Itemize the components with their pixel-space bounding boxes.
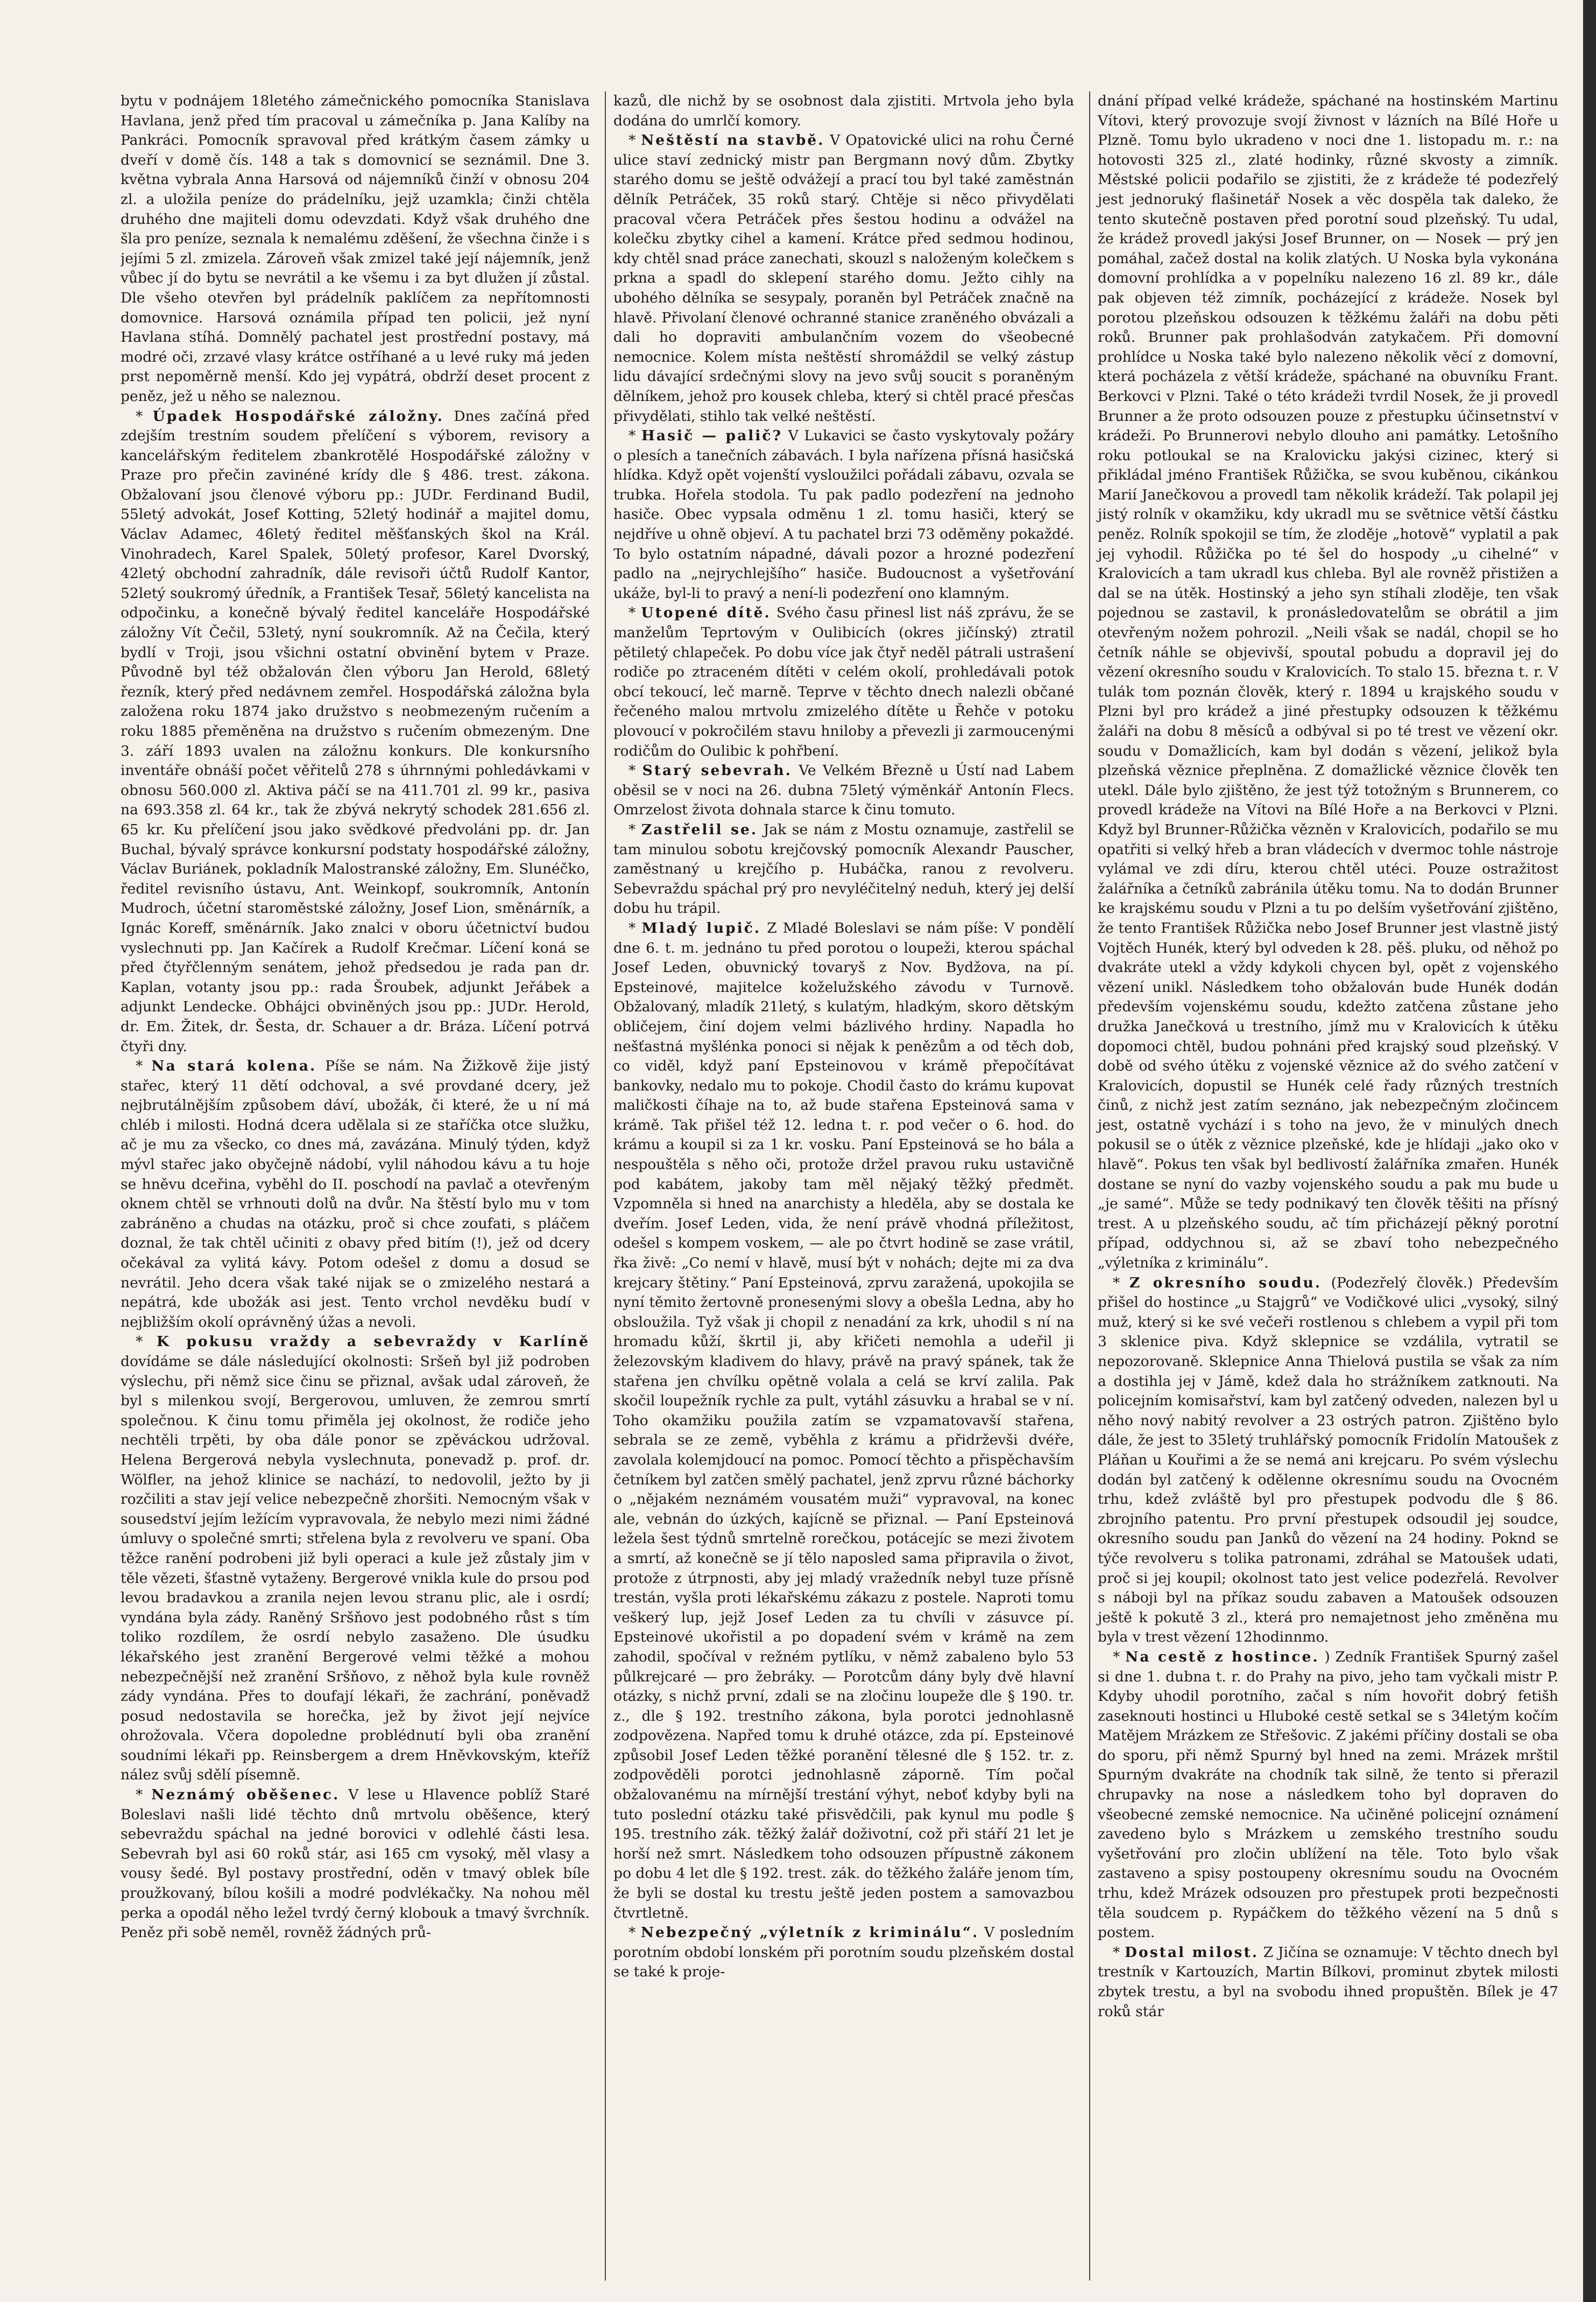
article-paragraph: * Starý sebevrah. Ve Velkém Březně u Ústí nad Labem oběsil se v noci na 26. dubna 75letý výměnkář Antonín Flecs. Omrzelost života dohnala starce k činu tomuto.	[613, 762, 1074, 819]
article-text: Píše se nám. Na Žižkově žije jistý stařec, který 11 dětí odchoval, a své provdané dcery, jež nejbrutálnějším způsobem dáví, ubožák, či které, že u ní má chléb i milosti. Hodná dcera udělala si ze staříčka otce služku, ač je mu za všecko, co dnes má, zavázána. Minulý týden, když mývl stařec jako obyčejně nádobí, vylil náhodou kávu a tu hoje se hněvu dceřina, vyběhl do II. poschodí na pavlač a otevřeným oknem chtěl se vrhnouti dolů na dvůr. Na štěstí bylo mu v tom zabráněno a chudas na otázku, proč si chce zoufati, s pláčem doznal, že tak chtěl učiniti z obavy před bitím (!), jež od dcery očekával za vylitá kávy. Potom odešel z domu a dosud se nevrátil. Jeho dcera však také nijak se o zmizelého nestará a nepátrá, kde ubožák asi jest. Tento vrchol nevděku budí v nejbližším okolí oprávněný úžas a nevoli.	[121, 1058, 590, 1330]
article-paragraph	[613, 91, 1074, 131]
article-text: Jak se nám z Mostu oznamuje, zastřelil se tam minulou sobotu krejčovský pomocník Alexandr Pauscher, zaměstnaný u krejčího p. Hubáčka, ranou z revolveru. Sebevraždu spáchal prý pro nevyléčitelný neduh, který jej delší dobu hu trápil.	[613, 821, 1074, 917]
article-paragraph	[121, 91, 590, 407]
article-text: Dnes začíná před zdejším trestním soudem přelíčení s výborem, revisory a kancelářským ředitelem zbankrotělé Hospodářské záložny v Praze pro přečin zavinéné krídy dle § 486. trest. zákona. Obžalovaní jsou členové výboru pp.: JUDr. Ferdinand Budil, 55letý advokát, Josef Kotting, 52letý hodinář a majitel domu, Václav Adamec, 46letý ředitel měšťanských škol na Král. Vinohradech, Karel Spalek, 50letý profesor, Karel Dvorský, 42letý obchodní zahradník, dále revisoři účtů Rudolf Kantor, 52letý soukromý úředník, a František Tesař, 56letý kancelista na odpočinku, a konečně bývalý ředitel kanceláře Hospodářské záložny Vít Čečil, 53letý, nyní soukromník. Až na Čečila, který bydlí v Troji, jsou všichni ostatní obvinění bytem v Praze. Původně byl též obžalován člen výboru Jan Herold, 68letý řezník, který před nedávnem zemřel. Hospodářská záložna byla založena roku 1874 jako družstvo s neobmezeným ručením a roku 1885 přeměněna na družstvo s ručením obmezeným. Dne 3. září 1893 uvalen na záložnu konkurs. Dle konkursního inventáře obnáší počet věřitelů 278 s úhrnnými pohledávkami v obnosu 560.000 zl. Aktiva páčí se na 411.701 zl. 99 kr., pasiva na 693.358 zl. 64 kr., tak že zbývá nekrytý schodek 281.656 zl. 65 kr. Ku přelíčení jsou jako svědkové předvoláni pp. dr. Jan Buchal, bývalý správce konkursní podstaty hospodářské záložny, Václav Buriánek, pokladník Malostranské záložny, Em. Slunéčko, ředitel revisního ústavu, Ant. Weinkopf, soukromník, Antonín Mudroch, účetní staroměstské záložny, Josef Lion, směnárník, a Ignác Koreff, směnárník. Jako znalci v oboru účetnictví budou vyslechnuti pp. Jan Kačírek a Rudolf Krečmar. Líčení koná se před čtyřčlenným senátem, jehož předsedou je rada pan dr. Kaplan, votanty jsou pp.: rada Šroubek, adjunkt Jeřábek a adjunkt Lendecke. Obhájci obviněných jsou pp.: JUDr. Herold, dr. Em. Žitek, dr. Šesta, dr. Schauer a dr. Bráza. Líčení potrvá čtyři dny.	[121, 407, 590, 1055]
article-text: Z Mladé Boleslavi se nám píše: V pondělí dne 6. t. m. jednáno tu před porotou o loupeži, kterou spáchal Josef Leden, obuvnický tovaryš z Nov. Bydžova, na pí. Epsteinové, majitelce koželužského závodu v Turnově. Obžalovaný, mladík 21letý, s kulatým, hladkým, skoro dětským obličejem, činí dojem velmi bázlivého hrdiny. Napadla ho nešťastná myšlénka ponoci si nějak k penězům a od těch dob, co viděl, když paní Epsteinovou v krámě přepočítávat bankovky, nedalo mu to pokoje. Chodil často do krámu kupovat maličkosti číhaje na to, až bude stařena Epsteinová sama v krámě. Tak přišel též 12. ledna t. r. pod večer o 6. hod. do krámu a koupil si za 1 kr. vosku. Paní Epsteinová se ho bála a nespouštěla s něho oči, protože držel pravou ruku ustavičně pod kabátem, jakoby tam měl nějaký těžký předmět. Vzpomněla si hned na anarchisty a hleděla, aby se dostala ke dveřím. Josef Leden, vida, že není právě vhodná příležitost, odešel s kompem voskem, — ale po čtvrt hodině se zase vrátil, řka živě: „Co nemí v hlavě, musí být v nohách; dejte mi za dva krejcary štětiny.“ Paní Epsteinová, zprvu zaražená, upokojila se nyní těmito žertovně pronesenými slovy a obešla Ledna, aby ho obsloužila. Tyž však ji chopil z nenadání za krk, uhodil s ní na hromadu kůží, škrtil ji, aby křičeti nemohla a udeřil ji železovským kladivem do hlavy, právě na pravý spánek, tak že stařena jen chvílku opětně volala a celá se krví zalila. Pak skočil loupežník rychle za pult, vytáhl zásuvku a hrabal se v ní. Toho okamžiku použila zatím se vzpamatovavší stařena, sebrala se ze země, vyběhla z krámu a přidrževši dvéře, zavolala kolemjdoucí na pomoc. Pomocí těchto a přispěchavším četníkem byl zatčen smělý pachatel, jenž zprvu různé báchorky o „nějakém neznámém vousatém muži“ vypravoval, na konec ale, vebnán do úzkých, kajícně se přiznal. — Paní Epsteinová ležela šest týdnů smrtelně rorečkou, potácejíc se mezi životem a smrtí, až konečně se jí tělo naposled sama připravila o život, protože z útrpnosti, aby jej mladý vražedník nebyl tuze přísně trestán, vyšla proti lékařskému zákazu z postele. Naproti tomu veškerý lup, jejž Josef Leden za tu chvíli v zásuvce pí. Epsteinové ukořistil a po dopadení svém v krámě na zem zahodil, spočíval v režném pytlíku, v němž zabaleno bylo 53 půlkrejcaré — pro žebráky. — Porotcům dány byly dvě hlavní otázky, s nichž první, zdali se na zločinu loupeže dle § 190. tr. z., dle § 192. trestního zákona, byla porotci jednohlasně zodpovězena. Napřed tomu k druhé otázce, zda pí. Epsteinové způsobil Josef Leden těžké poranění tělesné dle § 152. tr. z. zodpověděli porotci jednohlasně záporně. Tím počal obžalovanému na mírnější trestání výhyt, neboť kdyby byli na tuto poslední otázku také přisvědčili, pak kynul mu podle § 195. trestního zák. těžký žalář doživotní, což při stáří 21 let je horší než smrt. Následkem toho odsouzen přípustně zákonem po dobu 4 let dle § 192. trest. zák. do těžkého žaláře jenom tím, že byli se dostal ku trestu ještě jeden postem a samovazbou čtvrtletně.	[613, 919, 1074, 1921]
article-heading: Utopené dítě.	[641, 604, 771, 622]
text-column-1	[121, 91, 590, 2280]
article-heading: K pokusu vraždy a sebevraždy v Karlíně	[156, 1333, 590, 1350]
article-text: Svého času přinesl list náš zprávu, že se manželům Teprtovým v Oulibicích (okres jičínský) ztratil pětiletý chlapeček. Po dobu více jak čtyř neděl pátrali ustrašení rodiče po ztraceném dítěti v celém okolí, prohledávali potok obcí tekoucí, leč marně. Teprve v těchto dnech nalezli občané řečeného malou mrtvolu zmizelého dítěte u Řehče v potoku plovoucí v pokročilém stavu hniloby a převezli ji zarmoucenými rodičům do Oulibic k pohřbení.	[613, 604, 1074, 759]
article-text: V Opatovické ulici na rohu Černé ulice staví zednický mistr pan Bergmann nový dům. Zbytky starého domu se ještě odvážejí a prací tou byl také zaměstnán dělník Petráček, 35 roků starý. Chtěje si něco přivydělati pracoval včera Petráček přes šestou hodinu a odvážel na kolečku zbytky cihel a kamení. Krátce před sedmou hodinou, kdy chtěl snad práce zanechati, skouzl s naloženým kolečkem s prkna a spadl do sklepení starého domu. Ježto cihly na ubohého dělníka se sesypaly, poraněn byl Petráček značně na hlavě. Přivolaní členové ochranné stanice zraněného obvázali a dali ho dopraviti ambulančním vozem do všeobecné nemocnice. Kolem místa neštěstí shromáždil se velký zástup lidu dávající srdečnými slovy na jevo svůj soucit s poraněným dělníkem, jehož pro kousek chleba, který si chtěl pracé přesčas přivydělati, stihlo tak velké neštěstí.	[613, 132, 1074, 425]
article-heading: Mladý lupič.	[641, 919, 761, 937]
article-paragraph: * Nebezpečný „výletník z kriminálu“. V posledním porotním období lonském při porotním soudu plzeňském dostal se také k proje-	[613, 1924, 1074, 1981]
article-text: dovídáme se dále následující okolnosti: Sršeň byl již podroben výslechu, při němž sice činu se přiznal, avšak udal zároveň, že byl s milenkou svojí, Bergerovou, umluven, že zemrou smrtí společnou. K činu tomu přiměla jej okolnost, že rodiče jeho nechtěli trpěti, by oba dále ponor se zpěváckou udržoval. Helena Bergerová nebyla vyslechnuta, ponevadž p. prof. dr. Wölfler, na jehož klinice se nachází, to nedovolil, ježto by ji rozčiliti a stav její velice nebezpečně zhoršiti. Nemocným však v sousedství jejím ležícím vypravovala, že nebylo mezi nimi žádné úmluvy o společné smrti; střelena byla z revolveru ve spaní. Oba těžce ranění podrobeni již byli operaci a kule jež zůstaly jim v těle vězeti, šťastně vytaženy. Bergerové vnikla kule do prsou pod levou bradavkou a zranila nejen levou stranu plic, ale i osrdí; vyndána byla zády. Raněný Sršňovo jest podobného růst s tím toliko rozdílem, že osrdí nebylo zasaženo. Dle úsudku lékařského jest zranění Bergerové velmi těžké a mohou nebezpečnější než zranění Sršňovo, z něhož byla kule rovněž zády vyndána. Přes to doufají lékaři, že zachrání, poněvadž posud nedostavila se horečka, jež by život její nejvíce ohrožovala. Včera dopoledne problédnutí byli oba zranění soudními lékaři pp. Reinsbergem a drem Hněvkovským, kteříž nález svůj sdělí písemně.	[121, 1353, 590, 1784]
page-edge	[1583, 0, 1596, 2302]
article-paragraph: * Neznámý oběšenec. V lese u Hlavence poblíž Staré Boleslavi našli lidé těchto dnů mrtvolu oběšence, který sebevraždu spáchal na jedné borovici v odlehlé části lesa. Sebevrah byl asi 60 roků stár, asi 165 cm vysoký, měl vlasy a vousy šedé. Byl postavy prostřední, oděn v tmavý oblek bíle proužkovaný, bílou košili a modré podvlékačky. Na nohou měl perka a opodál něho ležel tvrdý černý klobouk a tmavý švrchník. Peněz při sobě neměl, rovněž žádných prů-	[121, 1786, 590, 1941]
article-paragraph: * Dostal milost. Z Jičína se oznamuje: V těchto dnech byl trestník v Kartouzích, Martin Bílkovi, prominut zbytek milosti zbytek trestu, a byl na svobodu ihned propuštěn. Bílek je 47 roků stár	[1098, 1944, 1558, 2020]
article-paragraph	[1098, 91, 1558, 1273]
article-paragraph: * Na stará kolena. Píše se nám. Na Žižkově žije jistý stařec, který 11 dětí odchoval, a své provdané dcery, jež nejbrutálnějším způsobem dáví, ubožák, či které, že u ní má chléb i milosti. Hodná dcera udělala si ze staříčka otce služku, ač je mu za všecko, co dnes má, zavázána. Minulý týden, když mývl stařec jako obyčejně nádobí, vylil náhodou kávu a tu hoje se hněvu dceřina, vyběhl do II. poschodí na pavlač a otevřeným oknem chtěl se vrhnouti dolů na dvůr. Na štěstí bylo mu v tom zabráněno a chudas na otázku, proč si chce zoufati, s pláčem doznal, že tak chtěl učiniti z obavy před bitím (!), jež od dcery očekával za vylitá kávy. Potom odešel z domu a dosud se nevrátil. Jeho dcera však také nijak se o zmizelého nestará a nepátrá, kde ubožák asi jest. Tento vrchol nevděku budí v nejbližším okolí oprávněný úžas a nevoli.	[121, 1058, 590, 1330]
article-text: kazů, dle nichž by se osobnost dala zjistiti. Mrtvola jeho byla dodána do umrlčí komory.	[613, 93, 1074, 129]
article-text: V posledním porotním období lonském při porotním soudu plzeňském dostal se také k proje-	[613, 1924, 1074, 1981]
article-text: V lese u Hlavence poblíž Staré Boleslavi našli lidé těchto dnů mrtvolu oběšence, který sebevraždu spáchal na jedné borovici v odlehlé části lesa. Sebevrah byl asi 60 roků stár, asi 165 cm vysoký, měl vlasy a vousy šedé. Byl postavy prostřední, oděn v tmavý oblek bíle proužkovaný, bílou košili a modré podvlékačky. Na nohou měl perka a opodál něho ležel tvrdý černý klobouk a tmavý švrchník. Peněz při sobě neměl, rovněž žádných prů-	[121, 1786, 590, 1941]
article-columns	[121, 91, 1574, 2280]
article-heading: Neštěstí na stavbě.	[641, 132, 825, 149]
article-text: (Podezřelý člověk.) Především přišel do hostince „u Stajgrů“ ve Vodičkové ulici „vysoký, silný muž, který si ke své večeři rostlenou s chlebem a vypil při tom 3 sklenice piva. Když sklepnice se vzdálila, vytratil se nepozorovaně. Sklepnice Anna Thielová pustila se však za ním a dostihla jej v Jámě, kdež dala ho strážníkem zatknouti. Na policejním komisařství, kam byl zatčený odveden, nalezen byl u něho nový nabitý revolver a 23 ostrých patron. Zjištěno bylo dále, že jest to 35letý truhlářský pomocník Fridolín Matoušek z Pláňan u Kouřimi a že se nemá ani krejcaru. Po svém výslechu dodán byl zatčený k odělenne okresnímu soudu na Ovocném trhu, kdež zvláště byl pro přestupek podvodu dle § 86. zbrojního patentu. Pro první přestupek odsoudil jej soudce, okresního soudu pan Janků do vězení na 24 hodiny. Poknd se týče revolveru s tolika patronami, zdráhal se Matoušek udati, proč si jej koupil; okolnost tato jest velice podezřelá. Revolver s náboji byl na příkaz soudu zabaven a Matoušek odsouzen ještě k pokutě 3 zl., která pro nemajetnost jeho změněna mu byla v trest vězení 12hodinnmo.	[1098, 1274, 1558, 1646]
article-paragraph: * Z okresního soudu. (Podezřelý člověk.) Především přišel do hostince „u Stajgrů“ ve Vodičkové ulici „vysoký, silný muž, který si ke své večeři rostlenou s chlebem a vypil při tom 3 sklenice piva. Když sklepnice se vzdálila, vytratil se nepozorovaně. Sklepnice Anna Thielová pustila se však za ním a dostihla jej v Jámě, kdež dala ho strážníkem zatknouti. Na policejním komisařství, kam byl zatčený odveden, nalezen byl u něho nový nabitý revolver a 23 ostrých patron. Zjištěno bylo dále, že jest to 35letý truhlářský pomocník Fridolín Matoušek z Pláňan u Kouřimi a že se nemá ani krejcaru. Po svém výslechu dodán byl zatčený k odělenne okresnímu soudu na Ovocném trhu, kdež zvláště byl pro přestupek podvodu dle § 86. zbrojního patentu. Pro první přestupek odsoudil jej soudce, okresního soudu pan Janků do vězení na 24 hodiny. Poknd se týče revolveru s tolika patronami, zdráhal se Matoušek udati, proč si jej koupil; okolnost tato jest velice podezřelá. Revolver s náboji byl na příkaz soudu zabaven a Matoušek odsouzen ještě k pokutě 3 zl., která pro nemajetnost jeho změněna mu byla v trest vězení 12hodinnmo.	[1098, 1274, 1558, 1646]
article-text: bytu v podnájem 18letého zámečnického pomocníka Stanislava Havlana, jenž před tím pracoval u zámečníka p. Jana Kalíby na Pankráci. Pomocník spravoval před krátkým časem zámky u dveří v domě čís. 148 a tak s domovnicí se seznámil. Dne 3. května vybrala Anna Harsová od nájemníků činží v obnosu 204 zl. a uložila peníze do prádelníku, jejž uzamkla; činži chtěla druhého dne majiteli domu odevzdati. Když však druhého dne šla pro peníze, seznala k nemalému zděšení, že všechna činže i s jejími 5 zl. zmizela. Zároveň však zmizel také její nájemník, jenž vůbec jí do bytu se nevrátil a ke všemu i za byt dlužen jí zůstal. Dle všeho otevřen byl prádelník paklíčem za nepřítomnosti domovnice. Harsová oznámila případ ten policii, jež nyní Havlana stíhá. Domnělý pachatel jest prostřední postavy, má modré oči, zrzavé vlasy krátce ostříhané a u levé ruky má jeden prst nepoměrně menší. Kdo jej vypátrá, obdrží deset procent z peněz, jež u něho se naleznou.	[121, 93, 590, 405]
article-paragraph: * Na cestě z hostince. ) Zedník František Spurný zašel si dne 1. dubna t. r. do Prahy na pivo, jeho tam vyčkali mistr P. Kdyby uhodil porotního, začal s ním hovořit dobrý fetišh zaseknouti hostinci u Hluboké cestě setkal se s 34letým kočím Matějem Mrázkem ze Střešovic. Z jakémi příčiny dostali se oba do sporu, při němž Spurný byl hned na zemi. Mrázek mrštil Spurným dvakráte na chodník tak silně, že tento si přerazil chrupavky na nose a následkem toho byl dopraven do všeobecné zemské nemocnice. Na učiněné policejní oznámení zavedeno bylo s Mrázkem u zemského trestního soudu vyšetřování pro zločin ublížení na těle. Toto bylo však zastaveno a spisy postoupeny okresnímu soudu na Ovocném trhu, kdež Mrázek odsouzen pro přestupek proti bezpečnosti těla soudcem p. Rypáčkem do těžkého vězení na 5 dnů s postem.	[1098, 1648, 1558, 1941]
article-heading: Úpadek Hospodářské záložny.	[152, 407, 444, 425]
text-column-2	[605, 91, 1074, 2280]
article-heading: Z okresního soudu.	[1129, 1274, 1322, 1291]
text-column-3	[1089, 91, 1558, 2280]
article-text: dnání případ velké krádeže, spáchané na hostinském Martinu Vítovi, který provozuje svojí živnost v lázních na Bílé Hoře u Plzně. Tomu bylo ukradeno v noci dne 1. listopadu m. r.: na hotovosti 325 zl., zlaté hodinky, různé skvosty a zimník. Městské policii podařilo se zjistiti, že z krádeže té podezřelý jest jednoruký flašinetář Nosek a věc dospěla tak daleko, že tento skutečně postaven před porotní soud plzeňský. Tu udal, že krádež provedl jakýsi Josef Brunner, on — Nosek — prý jen pomáhal, začež dostal na kolik zlatých. U Noska byla vykonána domovní prohlídka a v popelníku nalezeno 16 zl. 89 kr., dále pak objeven též zimník, pocházející z krádeže. Nosek byl porotou plzeňskou odsouzen k těžkému žaláři na dobu pěti roků. Brunner pak prohlašodván zatykačem. Při domovní prohlídce u Noska také bylo nalezeno několik věcí z domovní, která pocházela z větší krádeže, spáchané na obuvníku Frant. Berkovci v Plzni. Také o této krádeži tvrdil Nosek, že ji provedl Brunner a že proto odsouzen pouze z přestupku účinsetnství v krádeži. Po Brunnerovi nebylo dlouho ani památky. Letošního roku potloukal se na Kralovicku jakýsi cizinec, který si přikládal jméno František Růžička, se svou kuběnou, cikánkou Marií Janečkovou a provedl tam několik krádeží. Tak polapil jej jistý rolník v okamžiku, kdy ukradl mu se světnice větší částku peněz. Rolník spokojil se tím, že zloděje „hotově“ vyplatil a pak jej vyhodil. Růžička po té šel do hospody „u cihelné“ v Kralovicích a tam ukradl kus chleba. Byl ale rovněž přistižen a dal se na útěk. Hostinský a jeho syn stíhali zloděje, ten však pojednou se zastavil, k pronásledovatelům se obrátil a jim otevřeným nožem pohrozil. „Neili však se nadál, chopil se ho četník náhle se objevivší, spoutal pobudu a dopravil jej do vězení okresního soudu v Kralovicích. To stalo 15. března t. r. V tulák tom poznán člověk, který r. 1894 u krajského soudu v Plzni byl pro krádež a jiné přestupky odsouzen k těžkému žaláři na dobu 8 měsíců a odbýval si po té trest ve vězení okr. soudu v Domažlicích, kam byl dodán s vězení, jelikož byla plzeňská věznice přeplněna. Z domažlické věznice člověk ten utekl. Dále bylo zjištěno, že jest týž totožným s Brunnerem, co provedl krádeže na Vítovi na Bílé Hoře a na Berkovci v Plzni. Když byl Brunner-Růžička vězněn v Kralovicích, podařilo se mu opatřiti si velký hřeb a bran vládecích v dvermoc tohle nástroje vylámal ve zdi díru, kterou chtěl utéci. Pouze ostražitost žalářníka a četníků zabránila útěku tomu. Na to dodán Brunner ke krajskému soudu v Plzni a tu po delším vyšetřování zjištěno, že tento František Růžička nebo Josef Brunner jest vlastně jistý Vojtěch Hunék, který byl odveden k 28. pěš. pluku, od něhož po dvakráte utekl a vždy kdykoli chycen byl, opět z vojenského vězení unikl. Následkem toho obžalován bude Hunék dodán především vojenskému soudu, kdežto zatčena zůstane jeho družka Janečková u trestního, jímž mu v Kralovicích k útěku dopomoci chtěl, budou pohnáni před krajský soud plzeňský. V době od svého útěku z vojenské věznice až do svého zatčení v Kralovicích, dopustil se Hunék celé řady různých trestních činů, z nichž jest zatím seznáno, jak nebezpečným zločincem jest, ostatně vychází i s toho na jevo, že v minulých dnech pokusil se o útěk z věznice plzeňské, kde je hlídaji „jako oko v hlavě“. Pokus ten však byl bedlivostí žalářníka zmařen. Hunék dostane se nyní do vazby vojenského soudu a pak mu bude u „je samé“. Může se tedy podnikavý ten člověk těšiti na přísný trest. A u plzeňského soudu, ač tím přicházejí pěkný porotní případ, oddychnou si, až se zbaví toho nebezpečného „výletníka z kriminálu“.	[1098, 93, 1558, 1272]
article-heading: Na cestě z hostince.	[1125, 1648, 1319, 1665]
article-heading: Zastřelil se.	[641, 821, 758, 838]
article-paragraph: * Zastřelil se. Jak se nám z Mostu oznamuje, zastřelil se tam minulou sobotu krejčovský pomocník Alexandr Pauscher, zaměstnaný u krejčího p. Hubáčka, ranou z revolveru. Sebevraždu spáchal prý pro nevyléčitelný neduh, který jej delší dobu hu trápil.	[613, 821, 1074, 917]
article-text: Ve Velkém Březně u Ústí nad Labem oběsil se v noci na 26. dubna 75letý výměnkář Antonín Flecs. Omrzelost života dohnala starce k činu tomuto.	[613, 762, 1074, 819]
article-text: V Lukavici se často vyskytovaly požáry o plesích a tanečních zábavách. I byla nařízena přísná hasičská hlídka. Když opět vojenští vysloužilci pořádali zábavu, ozvala se trubka. Hořela stodola. Tu pak padlo podezření na jednoho hasiče. Obec vypsala odměnu 1 zl. tomu hasiči, který se nejdříve u ohně objeví. A tu pachatel brzi 73 oděměny pokaždé. To bylo ostatním nápadné, dávali pozor a hrozné podezření padlo na „nejrychlejšího“ hasiče. Budoucnost a vyšetřování ukáže, byl-li to pravý a není-li podezření ono klamným.	[613, 427, 1074, 602]
article-heading: Na stará kolena.	[151, 1058, 317, 1075]
article-heading: Starý sebevrah.	[642, 762, 792, 779]
article-paragraph: * Mladý lupič. Z Mladé Boleslavi se nám píše: V pondělí dne 6. t. m. jednáno tu před porotou o loupeži, kterou spáchal Josef Leden, obuvnický tovaryš z Nov. Bydžova, na pí. Epsteinové, majitelce koželužského závodu v Turnově. Obžalovaný, mladík 21letý, s kulatým, hladkým, skoro dětským obličejem, činí dojem velmi bázlivého hrdiny. Napadla ho nešťastná myšlénka ponoci si nějak k penězům a od těch dob, co viděl, když paní Epsteinovou v krámě přepočítávat bankovky, nedalo mu to pokoje. Chodil často do krámu kupovat maličkosti číhaje na to, až bude stařena Epsteinová sama v krámě. Tak přišel též 12. ledna t. r. pod večer o 6. hod. do krámu a koupil si za 1 kr. vosku. Paní Epsteinová se ho bála a nespouštěla s něho oči, protože držel pravou ruku ustavičně pod kabátem, jakoby tam měl nějaký těžký předmět. Vzpomněla si hned na anarchisty a hleděla, aby se dostala ke dveřím. Josef Leden, vida, že není právě vhodná příležitost, odešel s kompem voskem, — ale po čtvrt hodině se zase vrátil, řka živě: „Co nemí v hlavě, musí být v nohách; dejte mi za dva krejcary štětiny.“ Paní Epsteinová, zprvu zaražená, upokojila se nyní těmito žertovně pronesenými slovy a obešla Ledna, aby ho obsloužila. Tyž však ji chopil z nenadání za krk, uhodil s ní na hromadu kůží, škrtil ji, aby křičeti nemohla a udeřil ji železovským kladivem do hlavy, právě na pravý spánek, tak že stařena jen chvílku opětně volala a celá se krví zalila. Pak skočil loupežník rychle za pult, vytáhl zásuvku a hrabal se v ní. Toho okamžiku použila zatím se vzpamatovavší stařena, sebrala se ze země, vyběhla z krámu a přidrževši dvéře, zavolala kolemjdoucí na pomoc. Pomocí těchto a přispěchavším četníkem byl zatčen smělý pachatel, jenž zprvu různé báchorky o „nějakém neznámém vousatém muži“ vypravoval, na konec ale, vebnán do úzkých, kajícně se přiznal. — Paní Epsteinová ležela šest týdnů smrtelně rorečkou, potácejíc se mezi životem a smrtí, až konečně se jí tělo naposled sama připravila o život, protože z útrpnosti, aby jej mladý vražedník nebyl tuze přísně trestán, vyšla proti lékařskému zákazu z postele. Naproti tomu veškerý lup, jejž Josef Leden za tu chvíli v zásuvce pí. Epsteinové ukořistil a po dopadení svém v krámě na zem zahodil, spočíval v režném pytlíku, v němž zabaleno bylo 53 půlkrejcaré — pro žebráky. — Porotcům dány byly dvě hlavní otázky, s nichž první, zdali se na zločinu loupeže dle § 190. tr. z., dle § 192. trestního zákona, byla porotci jednohlasně zodpovězena. Napřed tomu k druhé otázce, zda pí. Epsteinové způsobil Josef Leden těžké poranění tělesné dle § 152. tr. z. zodpověděli porotci jednohlasně záporně. Tím počal obžalovanému na mírnější trestání výhyt, neboť kdyby byli na tuto poslední otázku také přisvědčili, pak kynul mu podle § 195. trestního zák. těžký žalář doživotní, což při stáří 21 let je horší než smrt. Následkem toho odsouzen přípustně zákonem po dobu 4 let dle § 192. trest. zák. do těžkého žaláře jenom tím, že byli se dostal ku trestu ještě jeden postem a samovazbou čtvrtletně.	[613, 919, 1074, 1921]
article-paragraph: * Úpadek Hospodářské záložny. Dnes začíná před zdejším trestním soudem přelíčení s výborem, revisory a kancelářským ředitelem zbankrotělé Hospodářské záložny v Praze pro přečin zavinéné krídy dle § 486. trest. zákona. Obžalovaní jsou členové výboru pp.: JUDr. Ferdinand Budil, 55letý advokát, Josef Kotting, 52letý hodinář a majitel domu, Václav Adamec, 46letý ředitel měšťanských škol na Král. Vinohradech, Karel Spalek, 50letý profesor, Karel Dvorský, 42letý obchodní zahradník, dále revisoři účtů Rudolf Kantor, 52letý soukromý úředník, a František Tesař, 56letý kancelista na odpočinku, a konečně bývalý ředitel kanceláře Hospodářské záložny Vít Čečil, 53letý, nyní soukromník. Až na Čečila, který bydlí v Troji, jsou všichni ostatní obvinění bytem v Praze. Původně byl též obžalován člen výboru Jan Herold, 68letý řezník, který před nedávnem zemřel. Hospodářská záložna byla založena roku 1874 jako družstvo s neobmezeným ručením a roku 1885 přeměněna na družstvo s ručením obmezeným. Dne 3. září 1893 uvalen na záložnu konkurs. Dle konkursního inventáře obnáší počet věřitelů 278 s úhrnnými pohledávkami v obnosu 560.000 zl. Aktiva páčí se na 411.701 zl. 99 kr., pasiva na 693.358 zl. 64 kr., tak že zbývá nekrytý schodek 281.656 zl. 65 kr. Ku přelíčení jsou jako svědkové předvoláni pp. dr. Jan Buchal, bývalý správce konkursní podstaty hospodářské záložny, Václav Buriánek, pokladník Malostranské záložny, Em. Slunéčko, ředitel revisního ústavu, Ant. Weinkopf, soukromník, Antonín Mudroch, účetní staroměstské záložny, Josef Lion, směnárník, a Ignác Koreff, směnárník. Jako znalci v oboru účetnictví budou vyslechnuti pp. Jan Kačírek a Rudolf Krečmar. Líčení koná se před čtyřčlenným senátem, jehož předsedou je rada pan dr. Kaplan, votanty jsou pp.: rada Šroubek, adjunkt Jeřábek a adjunkt Lendecke. Obhájci obviněných jsou pp.: JUDr. Herold, dr. Em. Žitek, dr. Šesta, dr. Schauer a dr. Bráza. Líčení potrvá čtyři dny.	[121, 407, 590, 1055]
article-heading: Nebezpečný „výletník z kriminálu“.	[640, 1924, 979, 1941]
article-paragraph: * Hasič — palič? V Lukavici se často vyskytovaly požáry o plesích a tanečních zábavách. I byla nařízena přísná hasičská hlídka. Když opět vojenští vysloužilci pořádali zábavu, ozvala se trubka. Hořela stodola. Tu pak padlo podezření na jednoho hasiče. Obec vypsala odměnu 1 zl. tomu hasiči, který se nejdříve u ohně objeví. A tu pachatel brzi 73 oděměny pokaždé. To bylo ostatním nápadné, dávali pozor a hrozné podezření padlo na „nejrychlejšího“ hasiče. Budoucnost a vyšetřování ukáže, byl-li to pravý a není-li podezření ono klamným.	[613, 427, 1074, 602]
article-text: ) Zedník František Spurný zašel si dne 1. dubna t. r. do Prahy na pivo, jeho tam vyčkali mistr P. Kdyby uhodil porotního, začal s ním hovořit dobrý fetišh zaseknouti hostinci u Hluboké cestě setkal se s 34letým kočím Matějem Mrázkem ze Střešovic. Z jakémi příčiny dostali se oba do sporu, při němž Spurný byl hned na zemi. Mrázek mrštil Spurným dvakráte na chodník tak silně, že tento si přerazil chrupavky na nose a následkem toho byl dopraven do všeobecné zemské nemocnice. Na učiněné policejní oznámení zavedeno bylo s Mrázkem u zemského trestního soudu vyšetřování pro zločin ublížení na těle. Toto bylo však zastaveno a spisy postoupeny okresnímu soudu na Ovocném trhu, kdež Mrázek odsouzen pro přestupek proti bezpečnosti těla soudcem p. Rypáčkem do těžkého vězení na 5 dnů s postem.	[1098, 1648, 1558, 1941]
article-heading: Hasič — palič?	[641, 427, 783, 445]
article-paragraph: * K pokusu vraždy a sebevraždy v Karlíně dovídáme se dále následující okolnosti: Sršeň byl již podroben výslechu, při němž sice činu se přiznal, avšak udal zároveň, že byl s milenkou svojí, Bergerovou, umluven, že zemrou smrtí společnou. K činu tomu přiměla jej okolnost, že rodiče jeho nechtěli trpěti, by oba dále ponor se zpěváckou udržoval. Helena Bergerová nebyla vyslechnuta, ponevadž p. prof. dr. Wölfler, na jehož klinice se nachází, to nedovolil, ježto by ji rozčiliti a stav její velice nebezpečně zhoršiti. Nemocným však v sousedství jejím ležícím vypravovala, že nebylo mezi nimi žádné úmluvy o společné smrti; střelena byla z revolveru ve spaní. Oba těžce ranění podrobeni již byli operaci a kule jež zůstaly jim v těle vězeti, šťastně vytaženy. Bergerové vnikla kule do prsou pod levou bradavkou a zranila nejen levou stranu plic, ale i osrdí; vyndána byla zády. Raněný Sršňovo jest podobného růst s tím toliko rozdílem, že osrdí nebylo zasaženo. Dle úsudku lékařského jest zranění Bergerové velmi těžké a mohou nebezpečnější než zranění Sršňovo, z něhož byla kule rovněž zády vyndána. Přes to doufají lékaři, že zachrání, poněvadž posud nedostavila se horečka, jež by život její nejvíce ohrožovala. Včera dopoledne problédnutí byli oba zranění soudními lékaři pp. Reinsbergem a drem Hněvkovským, kteříž nález svůj sdělí písemně.	[121, 1333, 590, 1784]
article-text: Z Jičína se oznamuje: V těchto dnech byl trestník v Kartouzích, Martin Bílkovi, prominut zbytek milosti zbytek trestu, a byl na svobodu ihned propuštěn. Bílek je 47 roků stár	[1098, 1944, 1558, 2020]
article-heading: Neznámý oběšenec.	[151, 1786, 340, 1804]
article-heading: Dostal milost.	[1125, 1944, 1259, 1961]
article-paragraph: * Neštěstí na stavbě. V Opatovické ulici na rohu Černé ulice staví zednický mistr pan Bergmann nový dům. Zbytky starého domu se ještě odvážejí a prací tou byl také zaměstnán dělník Petráček, 35 roků starý. Chtěje si něco přivydělati pracoval včera Petráček přes šestou hodinu a odvážel na kolečku zbytky cihel a kamení. Krátce před sedmou hodinou, kdy chtěl snad práce zanechati, skouzl s naloženým kolečkem s prkna a spadl do sklepení starého domu. Ježto cihly na ubohého dělníka se sesypaly, poraněn byl Petráček značně na hlavě. Přivolaní členové ochranné stanice zraněného obvázali a dali ho dopraviti ambulančním vozem do všeobecné nemocnice. Kolem místa neštěstí shromáždil se velký zástup lidu dávající srdečnými slovy na jevo svůj soucit s poraněným dělníkem, jehož pro kousek chleba, který si chtěl pracé přesčas přivydělati, stihlo tak velké neštěstí.	[613, 132, 1074, 425]
article-paragraph: * Utopené dítě. Svého času přinesl list náš zprávu, že se manželům Teprtovým v Oulibicích (okres jičínský) ztratil pětiletý chlapeček. Po dobu více jak čtyř neděl pátrali ustrašení rodiče po ztraceném dítěti v celém okolí, prohledávali potok obcí tekoucí, leč marně. Teprve v těchto dnech nalezli občané řečeného malou mrtvolu zmizelého dítěte u Řehče v potoku plovoucí v pokročilém stavu hniloby a převezli ji zarmoucenými rodičům do Oulibic k pohřbení.	[613, 604, 1074, 759]
